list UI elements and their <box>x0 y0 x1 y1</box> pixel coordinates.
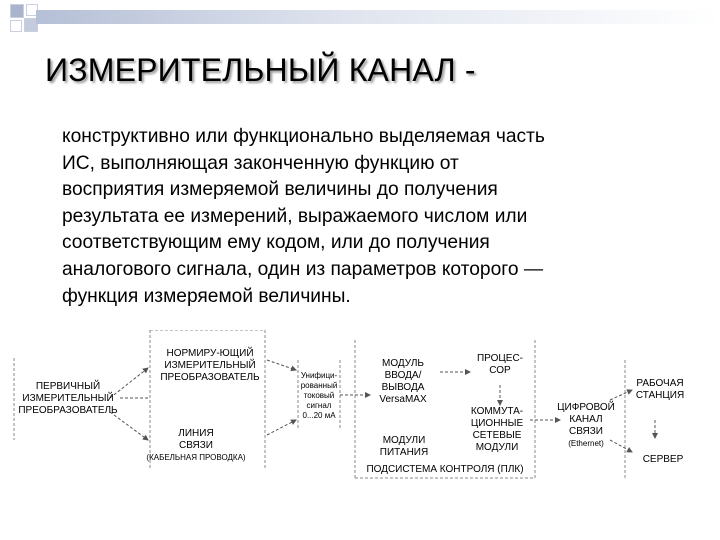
definition-text <box>62 124 692 310</box>
block-label: токовый <box>303 391 335 400</box>
measurement-channel-diagram <box>0 330 720 530</box>
current-signal-block <box>301 371 338 420</box>
block-label: ЛИНИЯ <box>178 428 214 439</box>
header-gradient-bar <box>36 10 720 24</box>
block-label: СВЯЗИ <box>568 426 604 437</box>
normalizing-converter-block <box>160 346 260 383</box>
switch-modules-block <box>471 406 524 453</box>
block-label: НОРМИРУ-ЮЩИЙ <box>166 348 254 359</box>
connector-arrow <box>610 440 632 452</box>
connector-arrow <box>267 420 296 435</box>
block-label: ИЗМЕРИТЕЛЬНЫЙ <box>164 360 256 371</box>
text-line: ИС, выполняющая законченную функцию от <box>62 152 459 174</box>
block-label: КАНАЛ <box>569 414 603 425</box>
slide-title: ИЗМЕРИТЕЛЬНЫЙ КАНАЛ - <box>45 52 476 88</box>
deco-square <box>10 4 24 18</box>
block-label: МОДУЛЬ <box>382 358 424 369</box>
plc-subsystem-label: ПОДСИСТЕМА КОНТРОЛЯ (ПЛК) <box>366 464 524 475</box>
connector-arrow <box>610 390 632 400</box>
text-line: результата ее измерений, выражаемого числом или <box>62 205 528 227</box>
block-label: ЦИОННЫЕ <box>470 418 524 429</box>
block-label: ПЕРВИЧНЫЙ <box>35 381 101 392</box>
text-line: восприятия измеряемой величины до получения <box>62 179 498 201</box>
block-label: рованный <box>300 381 338 390</box>
text-line: соответствующим ему кодом, или до получения <box>62 232 490 254</box>
block-label: МОДУЛИ <box>475 442 519 453</box>
block-label: МОДУЛИ <box>382 435 426 446</box>
block-label: ЦИФРОВОЙ <box>557 402 615 413</box>
text-line: аналогового сигнала, один из параметров которого — <box>62 258 544 280</box>
block-note: (КАБЕЛЬНАЯ ПРОВОДКА) <box>146 453 246 462</box>
block-label: ВЫВОДА <box>381 382 425 393</box>
block-label: СОР <box>489 365 511 376</box>
io-module-block <box>379 358 427 405</box>
primary-converter-block <box>18 379 118 416</box>
block-label: СТАНЦИЯ <box>635 390 685 401</box>
connector-arrow <box>110 412 148 440</box>
block-label: ПРЕОБРАЗОВАТЕЛЬ <box>160 372 260 383</box>
block-label: КОММУТА- <box>470 406 524 417</box>
block-label: ПРОЦЕС- <box>476 353 524 364</box>
connector-arrow <box>110 368 148 398</box>
block-label: ПИТАНИЯ <box>379 447 429 458</box>
power-modules-block <box>380 435 428 458</box>
block-label: (Ethernet) <box>568 439 604 448</box>
block-label: VersaMAX <box>379 394 427 405</box>
comm-line-block <box>146 428 246 462</box>
text-line: функция измеряемой величины. <box>62 285 351 307</box>
text-line: конструктивно или функционально выделяемая часть <box>62 126 545 147</box>
connector-arrow <box>267 360 296 370</box>
block-label: сигнал <box>306 401 332 410</box>
digital-channel-block <box>557 400 615 448</box>
block-label: ИЗМЕРИТЕЛЬНЫЙ <box>22 393 114 404</box>
block-label: ПРЕОБРАЗОВАТЕЛЬ <box>18 405 118 416</box>
workstation-block <box>636 378 684 401</box>
block-label: ВВОДА/ <box>384 370 422 381</box>
deco-square <box>10 20 22 32</box>
processor-block <box>477 353 523 376</box>
server-block: СЕРВЕР <box>642 454 684 465</box>
block-label: 0...20 мА <box>302 411 336 420</box>
block-label: РАБОЧАЯ <box>636 378 684 389</box>
block-label: СЕТЕВЫЕ <box>472 430 522 441</box>
block-label: Унифици- <box>300 371 338 380</box>
block-label: СВЯЗИ <box>178 440 214 451</box>
